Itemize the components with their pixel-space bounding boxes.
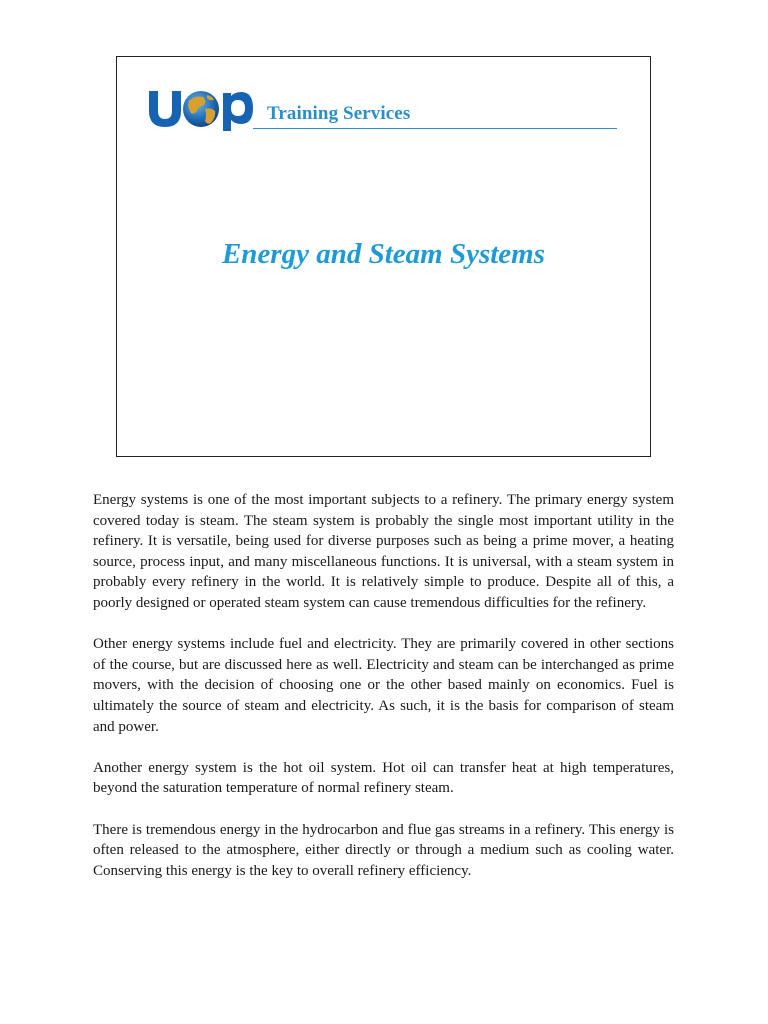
title-slide (116, 56, 651, 457)
slide-title: Energy and Steam Systems (221, 238, 546, 270)
paragraph-3: Another energy system is the hot oil system. Hot oil can transfer heat at high temperatures, beyond the saturation temperature of normal refinery steam. (93, 759, 674, 797)
paragraph-2: Other energy systems include fuel and electricity. They are primarily covered in other sections of the course, but are discussed here as well. Electricity and steam can be interchanged as prime movers, with the decision of choosing one or the other based mainly on economics. Fuel is ultimately the source of steam and electricity. As such, it is the basis for comparison of steam and power. (93, 636, 674, 735)
body-text (93, 490, 674, 902)
brand-subtitle: Training Services (267, 103, 411, 124)
brand-divider (253, 128, 617, 129)
uop-logo (147, 83, 255, 131)
paragraph-4: There is tremendous energy in the hydrocarbon and flue gas streams in a refinery. This energy is often released to the atmosphere, either directly or through a medium such as cooling water. Conserving this energy is the key to overall refinery efficiency. (93, 821, 674, 879)
paragraph-1: Energy systems is one of the most important subjects to a refinery. The primary energy system covered today is steam. The steam system is probably the single most important utility in the refinery. It is versatile, being used for diverse purposes such as being a prime mover, a heating source, process input, and many miscellaneous functions. It is universal, with a steam system in probably every refinery in the world. It is relatively simple to produce. Despite all of this, a poorly designed or operated steam system can cause tremendous difficulties for the refinery. (93, 492, 674, 611)
